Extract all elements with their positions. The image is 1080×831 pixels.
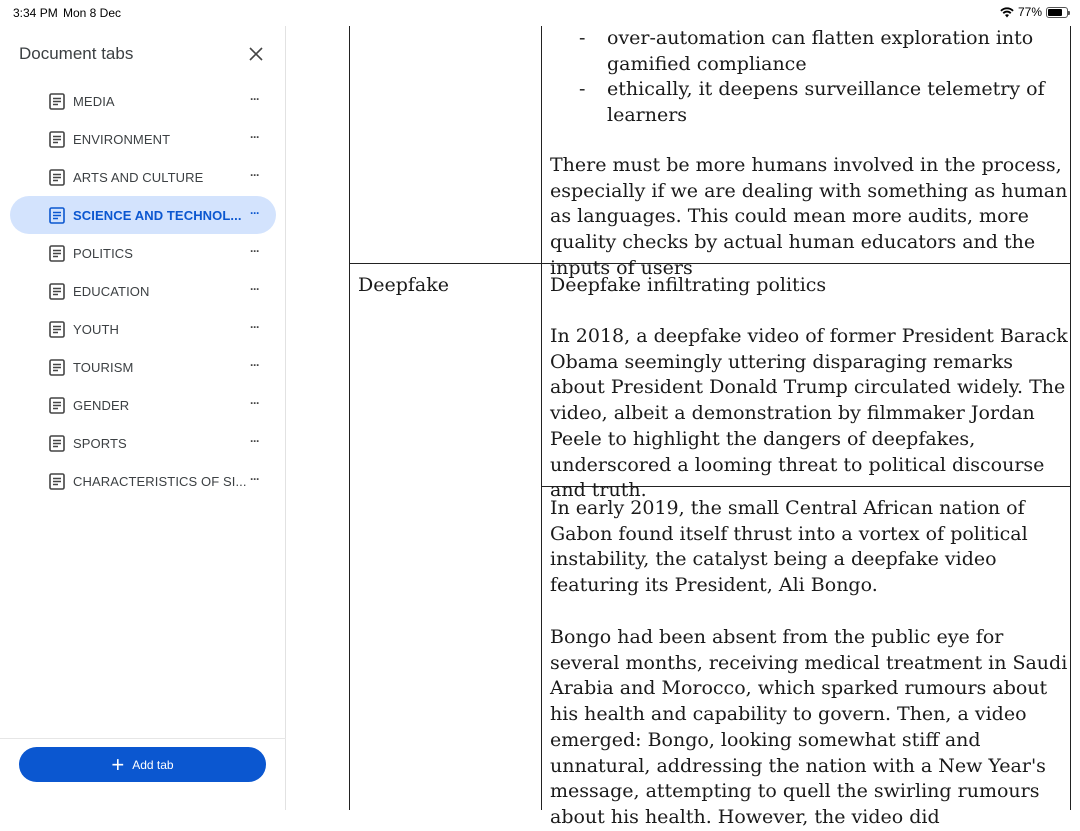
paragraph-humans: There must be more humans involved in the process, especially if we are dealing with something as human as languages. This could mean more audits, more quality checks by actual human educators and the inputs of users [550,154,1068,279]
sidebar-tab-item[interactable] [10,424,276,462]
sidebar-tab-item[interactable] [10,82,276,120]
sidebar-divider [0,738,286,739]
more-options-icon[interactable]: ··· [250,434,259,448]
more-options-icon[interactable]: ··· [250,130,259,144]
more-options-icon[interactable]: ··· [250,92,259,106]
bullet-list [579,26,1049,128]
document-icon [49,283,65,300]
sidebar-tab-item[interactable] [10,120,276,158]
table-column-divider [541,26,542,810]
document-icon [49,473,65,490]
status-date: Mon 8 Dec [63,6,122,20]
document-icon [49,321,65,338]
more-options-icon[interactable]: ··· [250,244,259,258]
sidebar-tab-label: SPORTS [73,436,127,451]
more-options-icon[interactable]: ··· [250,168,259,182]
sidebar-tab-label: TOURISM [73,360,134,375]
close-icon [249,47,263,61]
table-border-left [349,26,350,810]
more-options-icon[interactable]: ··· [250,320,259,334]
sidebar-tab-item[interactable] [10,234,276,272]
document-body [287,26,1080,828]
tab-list [10,82,276,500]
add-tab-button[interactable] [19,747,266,782]
sidebar-tab-item[interactable] [10,158,276,196]
sidebar-tab-label: GENDER [73,398,130,413]
list-item: - over-automation can flatten exploration into gamified compliance [579,27,1034,75]
sidebar-tab-item[interactable] [10,310,276,348]
sidebar-tab-label: ARTS AND CULTURE [73,170,204,185]
table-border-right [1070,26,1071,810]
sidebar-tab-label: YOUTH [73,322,119,337]
battery-percent: 77% [1017,5,1042,19]
sidebar-tab-label: MEDIA [73,94,115,109]
status-bar [0,0,1080,26]
close-sidebar-button[interactable] [244,42,268,66]
document-tabs-sidebar [0,26,286,810]
more-options-icon[interactable]: ··· [250,396,259,410]
document-icon [49,359,65,376]
paragraph-gabon: In early 2019, the small Central African nation of Gabon found itself thrust into a vortex of political instability, the catalyst being a deepfake video featuring its President, Ali Bongo. [550,497,1028,597]
document-icon [49,169,65,186]
sidebar-tab-item[interactable] [10,386,276,424]
document-icon [49,435,65,452]
more-options-icon[interactable]: ··· [250,206,259,220]
add-tab-label: Add tab [132,757,174,772]
sidebar-tab-label: CHARACTERISTICS OF SI... [73,474,247,489]
deepfake-heading: Deepfake infiltrating politics [550,274,827,296]
document-icon [49,397,65,414]
battery-icon [1046,7,1068,18]
more-options-icon[interactable]: ··· [250,472,259,486]
sidebar-title: Document tabs [19,44,134,63]
sidebar-tab-item[interactable] [10,348,276,386]
document-icon [49,207,65,224]
more-options-icon[interactable]: ··· [250,282,259,296]
plus-icon: + [111,751,125,777]
document-icon [49,131,65,148]
wifi-icon [1000,6,1014,18]
status-time: 3:34 PM [13,6,58,20]
status-right [1000,5,1068,19]
sidebar-tab-item[interactable] [10,196,276,234]
document-icon [49,245,65,262]
sidebar-tab-label: ENVIRONMENT [73,132,171,147]
paragraph-obama: In 2018, a deepfake video of former President Barack Obama seemingly uttering disparaging remarks about President Donald Trump circulated widely. The video, albeit a demonstration by filmmaker Jordan Peele to highlight the dangers of deepfakes, underscored a looming threat to political discourse and truth. [550,325,1068,502]
sidebar-tab-label: SCIENCE AND TECHNOL... [73,208,242,223]
list-item: - ethically, it deepens surveillance telemetry of learners [579,78,1045,126]
paragraph-bongo: Bongo had been absent from the public eye for several months, receiving medical treatment in Saudi Arabia and Morocco, which sparked rumours about his health and capability to govern. Then, a video emerged: Bongo, looking somewhat stiff and unnatural, addressing the nation with a New Year's message, attempting to quell the swirling rumours about his health. However, the video did [550,626,1068,828]
more-options-icon[interactable]: ··· [250,358,259,372]
document-icon [49,93,65,110]
sidebar-tab-label: POLITICS [73,246,134,261]
sidebar-tab-label: EDUCATION [73,284,150,299]
sidebar-tab-item[interactable] [10,462,276,500]
sidebar-tab-item[interactable] [10,272,276,310]
row-label-deepfake: Deepfake [358,274,450,296]
